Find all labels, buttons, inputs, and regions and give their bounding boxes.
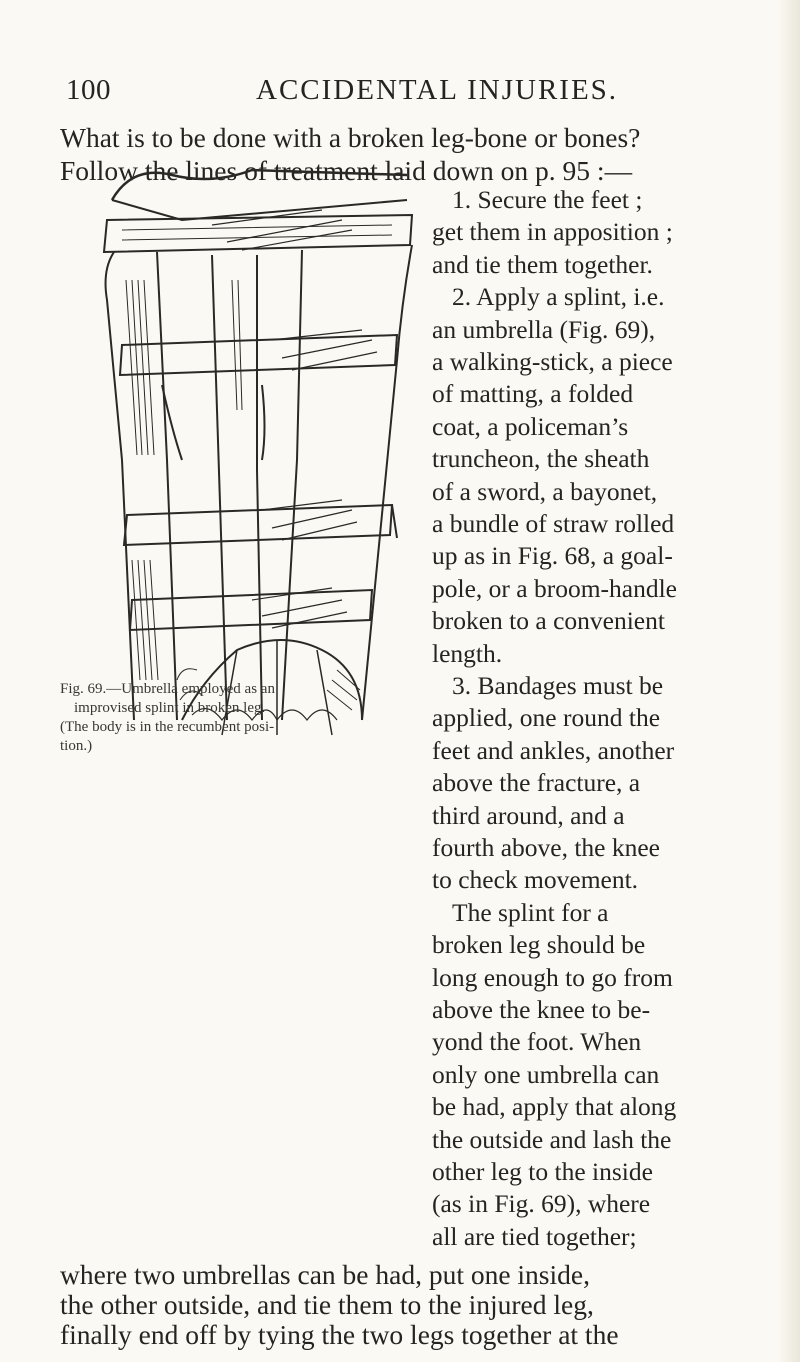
- column-line: other leg to the inside: [432, 1157, 653, 1186]
- column-line: pole, or a broom-handle: [432, 574, 678, 603]
- caption-line-3: (The body is in the recumbent posi-: [60, 719, 275, 735]
- column-line: be had, apply that along: [432, 1092, 677, 1121]
- column-line: 1. Secure the feet ;: [452, 185, 643, 214]
- umbrella-splint-illustration: [62, 160, 422, 740]
- intro-line-1: What is to be done with a broken leg-bone or bones?: [60, 122, 641, 153]
- column-line: get them in apposition ;: [432, 217, 673, 246]
- column-line: and tie them together.: [432, 250, 653, 279]
- column-line: yond the foot. When: [432, 1027, 642, 1056]
- column-line: above the knee to be-: [432, 995, 651, 1024]
- column-line: applied, one round the: [432, 703, 661, 732]
- column-line: fourth above, the knee: [432, 833, 660, 862]
- running-head: ACCIDENTAL INJURIES.: [256, 74, 619, 106]
- column-line: a bundle of straw rolled: [432, 509, 675, 538]
- column-line: The splint for a: [452, 898, 609, 927]
- column-line: feet and ankles, another: [432, 736, 675, 765]
- column-line: an umbrella (Fig. 69),: [432, 315, 656, 344]
- column-line: coat, a policeman’s: [432, 412, 629, 441]
- column-line: third around, and a: [432, 801, 625, 830]
- column-line: a walking-stick, a piece: [432, 347, 673, 376]
- caption-line-4: tion.): [60, 738, 93, 754]
- column-line: 3. Bandages must be: [452, 671, 664, 700]
- column-line: long enough to go from: [432, 963, 673, 992]
- column-line: above the fracture, a: [432, 768, 641, 797]
- column-line: (as in Fig. 69), where: [432, 1189, 651, 1218]
- column-line: truncheon, the sheath: [432, 444, 650, 473]
- column-line: length.: [432, 639, 503, 668]
- column-line: the outside and lash the: [432, 1125, 672, 1154]
- caption-line-1: Fig. 69.—Umbrella employed as an: [60, 681, 275, 697]
- full-line-1: where two umbrellas can be had, put one inside,: [60, 1259, 590, 1290]
- column-line: up as in Fig. 68, a goal-: [432, 541, 673, 570]
- column-line: of a sword, a bayonet,: [432, 477, 658, 506]
- column-line: broken to a convenient: [432, 606, 665, 635]
- column-line: of matting, a folded: [432, 379, 634, 408]
- column-line: to check movement.: [432, 865, 639, 894]
- intro-line-2: Follow the lines of treatment laid down on p. 95 :—: [60, 155, 633, 186]
- column-line: all are tied together;: [432, 1222, 637, 1251]
- column-line: broken leg should be: [432, 930, 646, 959]
- column-line: only one umbrella can: [432, 1060, 660, 1089]
- figure-caption: [60, 680, 420, 756]
- full-line-2: the other outside, and tie them to the injured leg,: [60, 1289, 594, 1320]
- column-line: 2. Apply a splint, i.e.: [452, 282, 665, 311]
- page-number: 100: [66, 74, 111, 106]
- full-line-3: finally end off by tying the two legs together at the: [60, 1319, 619, 1350]
- page-edge-shading: [778, 0, 800, 1362]
- caption-line-2: improvised splint in broken leg.: [74, 700, 266, 716]
